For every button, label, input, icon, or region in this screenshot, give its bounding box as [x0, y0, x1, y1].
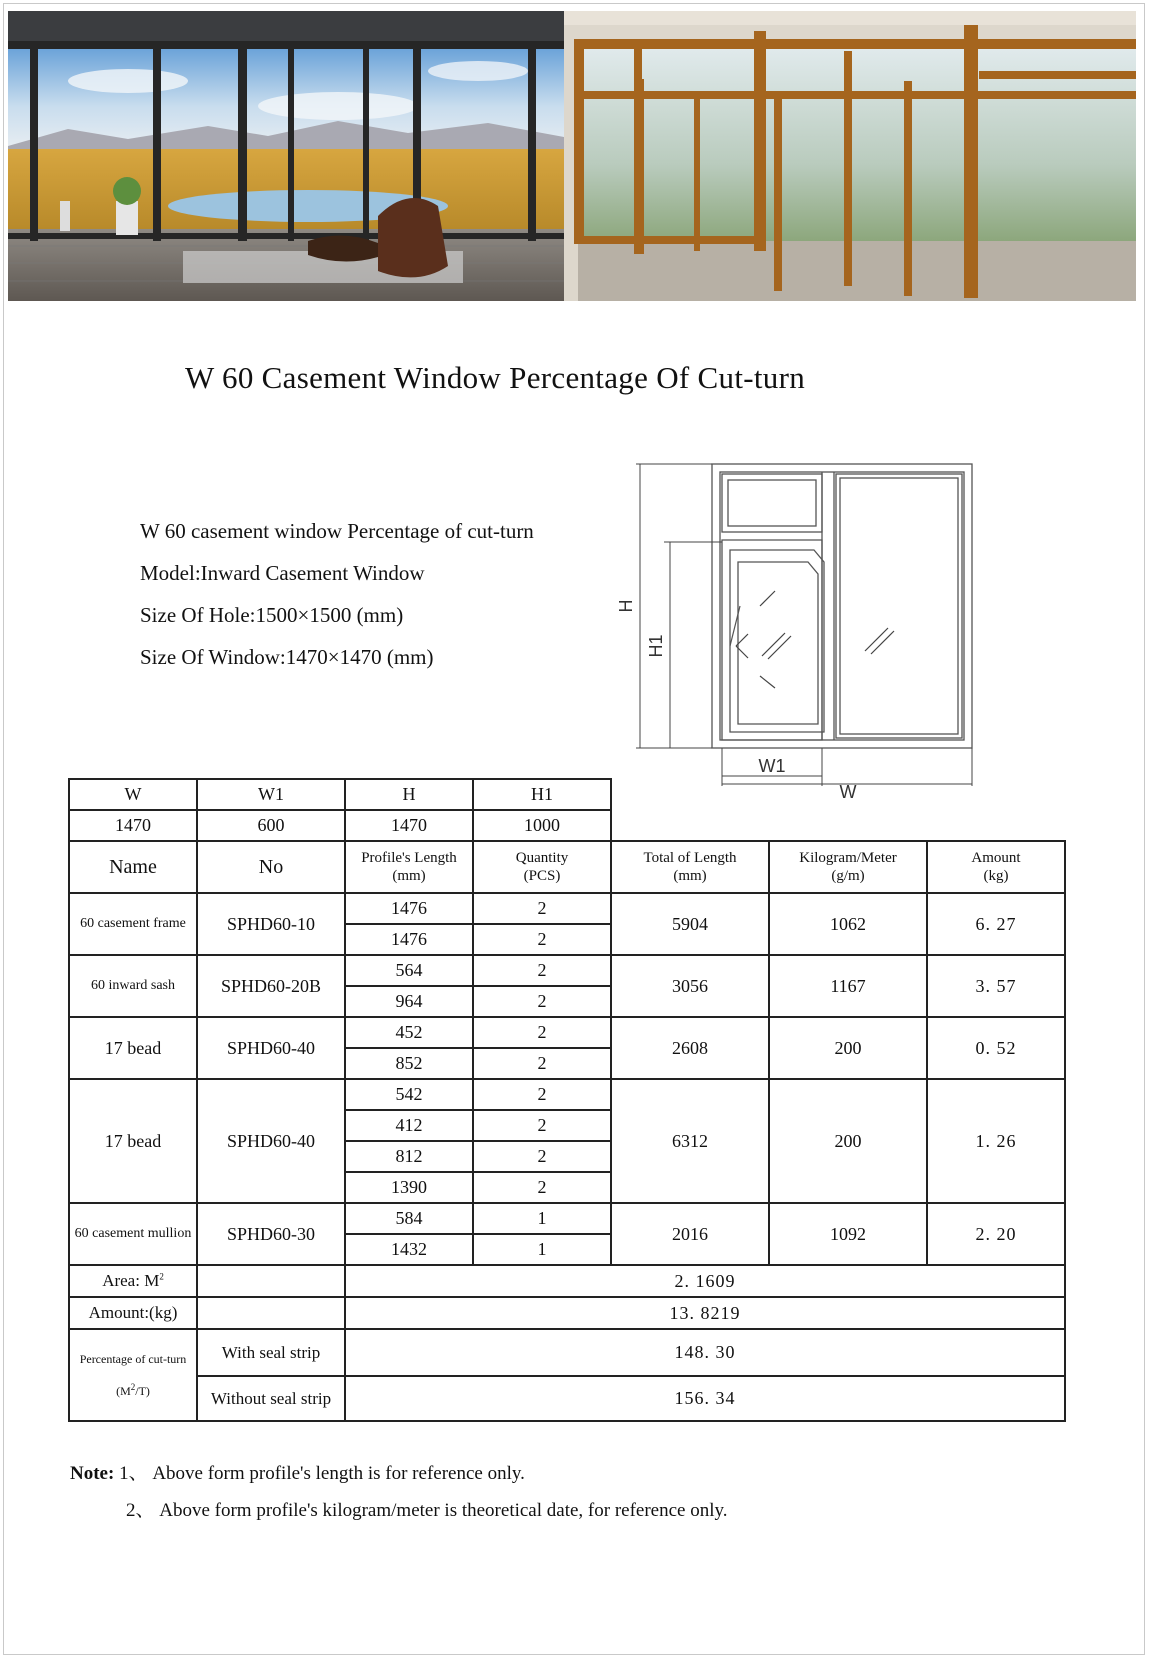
- amount-label: Amount:(kg): [69, 1297, 197, 1329]
- percent-label: [69, 1329, 197, 1421]
- page-title-text: W 60 Casement Window Percentage Of Cut-turn: [184, 360, 806, 395]
- col-header-amount-line2: (kg): [983, 868, 1009, 884]
- row-name: 60 inward sash: [69, 955, 197, 1017]
- row-qty: 1: [473, 1203, 611, 1234]
- percent-unit-post: /T): [135, 1384, 150, 1398]
- row-qty: 2: [473, 1141, 611, 1172]
- table-row: [69, 893, 1065, 924]
- row-kgm: 200: [769, 1079, 927, 1203]
- dims-value-w: 1470: [69, 810, 197, 841]
- row-qty: 2: [473, 955, 611, 986]
- row-amount: 3. 57: [927, 955, 1065, 1017]
- col-header-total-length-line2: (mm): [673, 868, 707, 884]
- row-length: 452: [345, 1017, 473, 1048]
- percent-unit-sup: 2: [130, 1382, 136, 1392]
- window-diagram: [616, 456, 1020, 812]
- row-qty: 2: [473, 1172, 611, 1203]
- row-no: SPHD60-40: [197, 1079, 345, 1203]
- photo-banner: [8, 11, 1136, 301]
- row-amount: 0. 52: [927, 1017, 1065, 1079]
- row-total-length: 3056: [611, 955, 769, 1017]
- col-header-profile-length-line1: Profile's Length: [361, 850, 457, 866]
- row-qty: 2: [473, 1017, 611, 1048]
- row-name: 17 bead: [69, 1017, 197, 1079]
- dims-header-row: [69, 779, 1065, 810]
- amount-row: [69, 1297, 1065, 1329]
- area-label: [69, 1265, 197, 1297]
- row-kgm: 1092: [769, 1203, 927, 1265]
- area-value: 2. 1609: [345, 1265, 1065, 1297]
- col-header-kgm-line1: Kilogram/Meter: [799, 850, 897, 866]
- col-header-amount-line1: Amount: [971, 850, 1021, 866]
- row-kgm: 1062: [769, 893, 927, 955]
- area-row: [69, 1265, 1065, 1297]
- col-header-no: No: [197, 841, 345, 893]
- row-qty: 2: [473, 1110, 611, 1141]
- col-header-kgm-line2: (g/m): [831, 868, 865, 884]
- col-header-total-length-line1: Total of Length: [643, 850, 737, 866]
- col-header-total-length: [611, 841, 769, 893]
- note-1: [70, 1455, 728, 1492]
- row-no: SPHD60-40: [197, 1017, 345, 1079]
- table-row: [69, 1079, 1065, 1110]
- spec-line-title: W 60 casement window Percentage of cut-turn: [140, 519, 534, 543]
- col-header-profile-length: [345, 841, 473, 893]
- note-2: 2、 Above form profile's kilogram/meter is theoretical date, for reference only.: [126, 1500, 728, 1521]
- diagram-label-w: W: [839, 782, 857, 802]
- row-total-length: 5904: [611, 893, 769, 955]
- percent-label-text: Percentage of cut-turn: [79, 1352, 187, 1366]
- note-1-text: 1、 Above form profile's length is for reference only.: [119, 1463, 525, 1484]
- row-no: SPHD60-30: [197, 1203, 345, 1265]
- dims-value-row: [69, 810, 1065, 841]
- notes: [70, 1455, 728, 1529]
- col-header-quantity-line1: Quantity: [515, 850, 569, 866]
- row-no: SPHD60-20B: [197, 955, 345, 1017]
- area-label-text: Area: M: [102, 1271, 160, 1290]
- row-total-length: 2016: [611, 1203, 769, 1265]
- row-qty: 2: [473, 986, 611, 1017]
- dims-header-w1: W1: [197, 779, 345, 810]
- row-qty: 2: [473, 1048, 611, 1079]
- with-seal-value: 148. 30: [345, 1329, 1065, 1376]
- page-title: [0, 360, 1150, 396]
- diagram-label-h1: H1: [646, 634, 666, 658]
- diagram-label-w1: W1: [758, 756, 786, 776]
- dims-header-w: W: [69, 779, 197, 810]
- percent-unit-pre: (M: [116, 1384, 131, 1398]
- row-length: 964: [345, 986, 473, 1017]
- row-length: 1432: [345, 1234, 473, 1265]
- dims-header-h: H: [345, 779, 473, 810]
- area-label-sup: 2: [159, 1271, 164, 1282]
- exterior-photo: [564, 11, 1136, 301]
- table-row: [69, 1017, 1065, 1048]
- row-amount: 2. 20: [927, 1203, 1065, 1265]
- row-length: 564: [345, 955, 473, 986]
- row-length: 1476: [345, 924, 473, 955]
- col-header-quantity-line2: (PCS): [523, 868, 561, 884]
- spec-line-hole-size: Size Of Hole:1500×1500 (mm): [140, 603, 404, 627]
- diagram-label-h: H: [616, 599, 636, 613]
- row-total-length: 2608: [611, 1017, 769, 1079]
- row-length: 412: [345, 1110, 473, 1141]
- col-header-profile-length-line2: (mm): [392, 868, 426, 884]
- without-seal-value: 156. 34: [345, 1376, 1065, 1421]
- col-header-kilogram-meter: [769, 841, 927, 893]
- row-qty: 1: [473, 1234, 611, 1265]
- row-name: 60 casement mullion: [69, 1203, 197, 1265]
- row-kgm: 200: [769, 1017, 927, 1079]
- table-row: [69, 1203, 1065, 1234]
- row-length: 1476: [345, 893, 473, 924]
- row-no: SPHD60-10: [197, 893, 345, 955]
- amount-blank: [197, 1297, 345, 1329]
- interior-photo: [8, 11, 564, 301]
- row-total-length: 6312: [611, 1079, 769, 1203]
- with-seal-row: [69, 1329, 1065, 1376]
- column-header-row: [69, 841, 1065, 893]
- dims-value-w1: 600: [197, 810, 345, 841]
- dims-value-h1: 1000: [473, 810, 611, 841]
- spec-line-model: Model:Inward Casement Window: [140, 561, 425, 585]
- row-amount: 1. 26: [927, 1079, 1065, 1203]
- spec-line-window-size: Size Of Window:1470×1470 (mm): [140, 645, 434, 669]
- row-qty: 2: [473, 1079, 611, 1110]
- with-seal-label: With seal strip: [197, 1329, 345, 1376]
- row-length: 852: [345, 1048, 473, 1079]
- row-length: 584: [345, 1203, 473, 1234]
- col-header-amount: [927, 841, 1065, 893]
- without-seal-label: Without seal strip: [197, 1376, 345, 1421]
- row-kgm: 1167: [769, 955, 927, 1017]
- row-amount: 6. 27: [927, 893, 1065, 955]
- row-qty: 2: [473, 924, 611, 955]
- row-length: 1390: [345, 1172, 473, 1203]
- without-seal-row: [69, 1376, 1065, 1421]
- col-header-quantity: [473, 841, 611, 893]
- row-length: 542: [345, 1079, 473, 1110]
- dims-header-h1: H1: [473, 779, 611, 810]
- dims-value-h: 1470: [345, 810, 473, 841]
- area-blank: [197, 1265, 345, 1297]
- row-length: 812: [345, 1141, 473, 1172]
- col-header-name: Name: [69, 841, 197, 893]
- note-prefix: Note:: [70, 1463, 115, 1484]
- amount-value: 13. 8219: [345, 1297, 1065, 1329]
- row-name: 60 casement frame: [69, 893, 197, 955]
- table-row: [69, 955, 1065, 986]
- row-qty: 2: [473, 893, 611, 924]
- row-name: 17 bead: [69, 1079, 197, 1203]
- cut-turn-table: [68, 778, 1066, 1422]
- spec-list: [140, 510, 534, 678]
